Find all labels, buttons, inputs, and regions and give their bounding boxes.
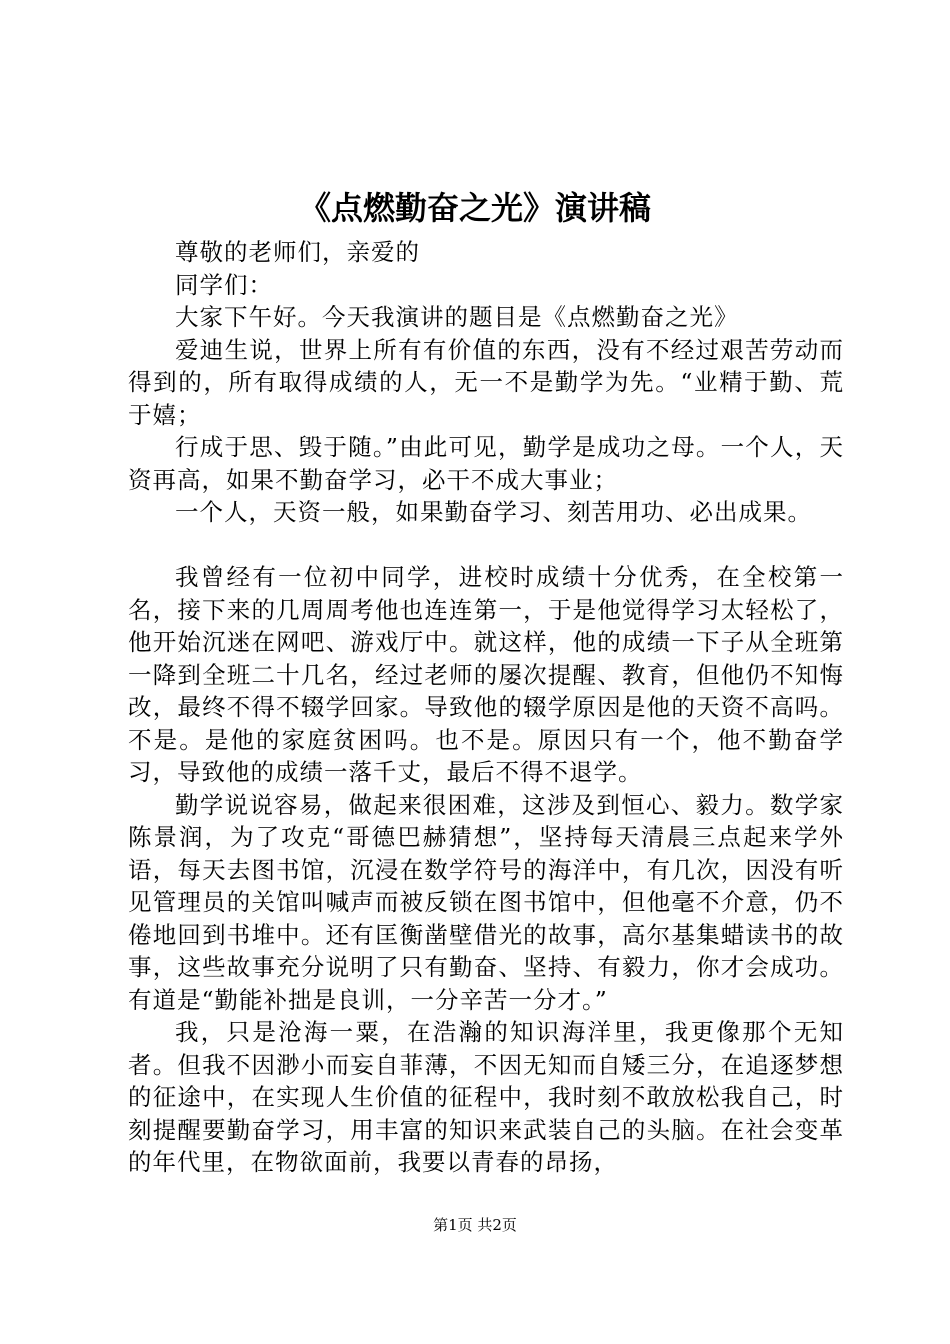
paragraph-greeting: 大家下午好。今天我演讲的题目是《点燃勤奋之光》: [175, 303, 739, 331]
paragraph-personal-resolve: 我，只是沧海一粟，在浩瀚的知识海洋里，我更像那个无知者。但我不因渺小而妄自菲薄，不因无知而自矮三分，在追逐梦想的征途中，在实现人生价值的征程中，我时刻不敢放松我自己，时刻提醒要勤奋学习，用丰富的知识来武装自己的头脑。在社会变革的年代里，在物欲面前，我要以青春的昂扬，: [128, 1018, 844, 1176]
paragraph-salutation-1: 尊敬的老师们，亲爱的: [175, 238, 420, 266]
document-body: [128, 236, 844, 1179]
paragraph-classmate-story: 我曾经有一位初中同学，进校时成绩十分优秀，在全校第一名，接下来的几周周考他也连连第一，于是他觉得学习太轻松了，他开始沉迷在网吧、游戏厅中。就这样，他的成绩一下子从全班第一降到全班二十几名，经过老师的屡次提醒、教育，但他仍不知悔改，最终不得不辍学回家。导致他的辍学原因是他的天资不高吗。不是。是他的家庭贫困吗。也不是。原因只有一个，他不勤奋学习，导致他的成绩一落千丈，最后不得不退学。: [128, 563, 844, 786]
paragraph-edison-quote: 爱迪生说，世界上所有有价值的东西，没有不经过艰苦劳动而得到的，所有取得成绩的人，无一不是勤学为先。“业精于勤、荒于嬉；: [128, 335, 844, 429]
document-title: 《点燃勤奋之光》演讲稿: [298, 189, 651, 227]
paragraph-diligence-mother: 行成于思、毁于随。”由此可见，勤学是成功之母。一个人，天资再高，如果不勤奋学习，必干不成大事业；: [128, 433, 844, 494]
paragraph-salutation-2: 同学们：: [175, 270, 273, 299]
page-footer: 第1页 共2页: [433, 1216, 517, 1234]
paragraph-chen-jingrun: 勤学说说容易，做起来很困难，这涉及到恒心、毅力。数学家陈景润，为了攻克“哥德巴赫猜想”，坚持每天清晨三点起来学外语，每天去图书馆，沉浸在数学符号的海洋中，有几次，因没有听见管理员的关馆叫喊声而被反锁在图书馆中，但他毫不介意，仍不倦地回到书堆中。还有匡衡凿壁借光的故事，高尔基集蜡读书的故事，这些故事充分说明了只有勤奋、坚持、有毅力，你才会成功。有道是“勤能补拙是良训，一分辛苦一分才。”: [128, 790, 844, 1014]
paragraph-average-talent: 一个人，天资一般，如果勤奋学习、刻苦用功、必出成果。: [175, 498, 812, 526]
